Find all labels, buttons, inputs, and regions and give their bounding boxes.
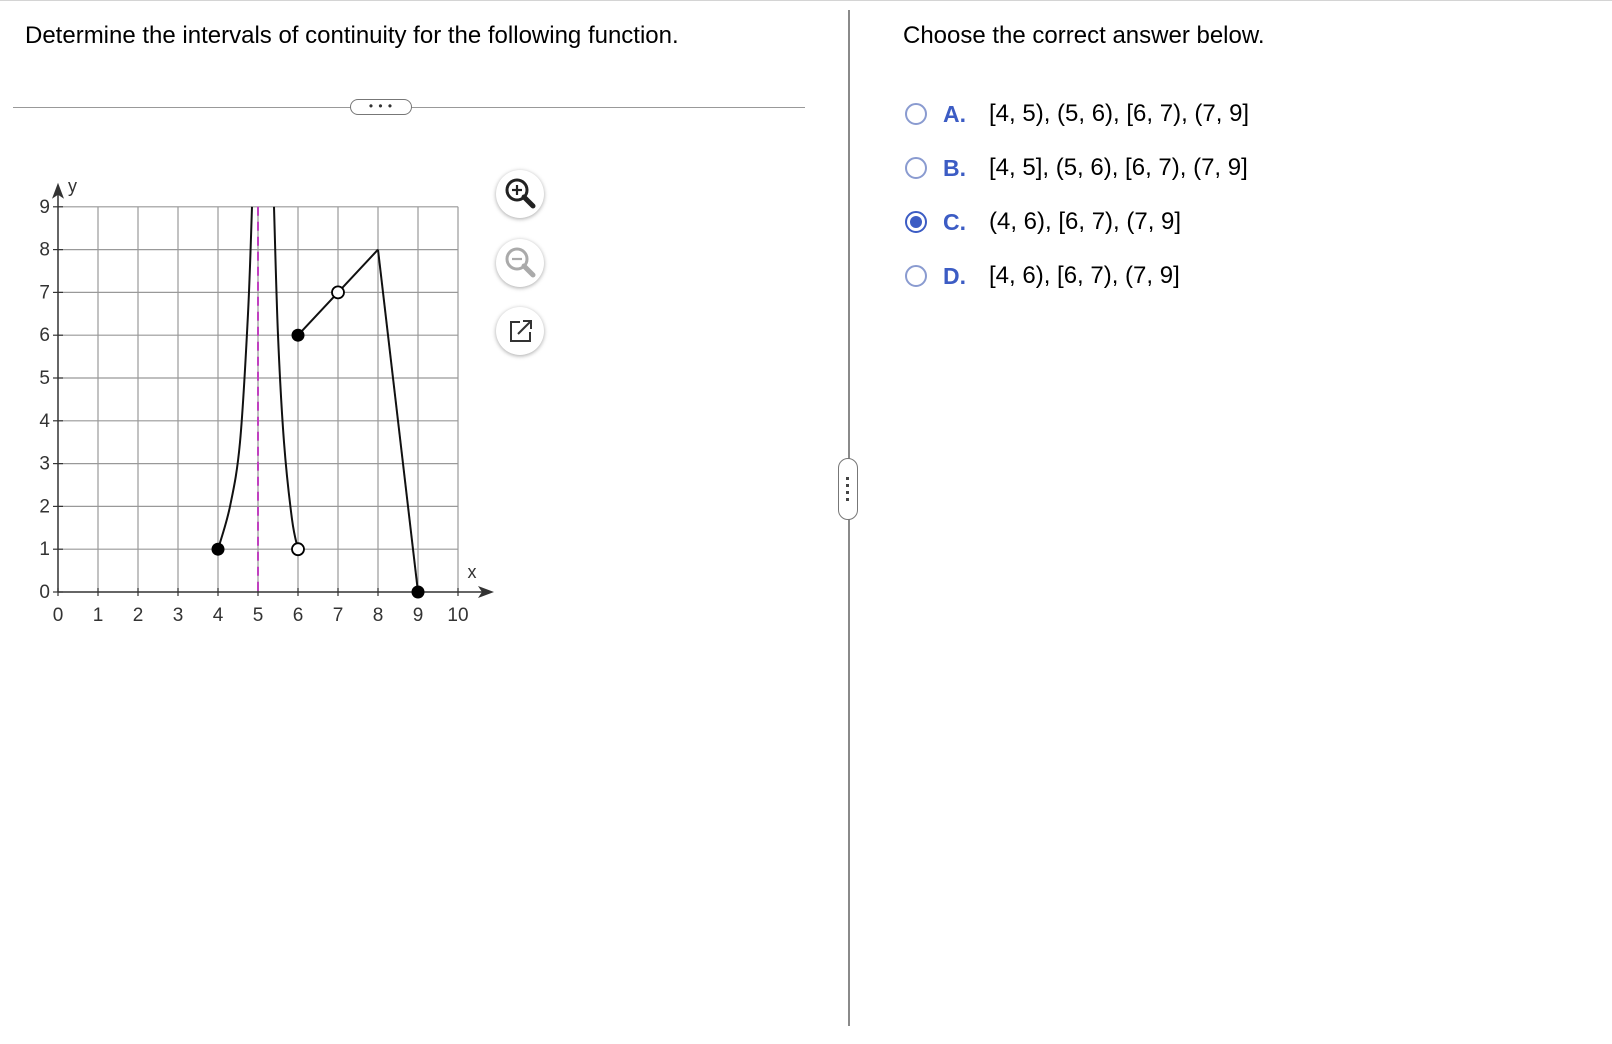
option-d[interactable]: [905, 259, 1180, 293]
popout-button[interactable]: [496, 307, 544, 355]
zoom-in-icon: [496, 170, 544, 218]
option-d-text: [4, 6), [6, 7), (7, 9]: [989, 262, 1180, 289]
x-tick-label: 3: [172, 605, 184, 626]
option-b-letter: B.: [943, 154, 966, 181]
y-axis-label: y: [68, 175, 77, 196]
option-b-text: [4, 5], (5, 6), [6, 7), (7, 9]: [989, 154, 1248, 181]
x-axis-label: x: [467, 562, 477, 582]
option-a-letter: A.: [943, 100, 966, 127]
x-tick-label: 8: [372, 605, 384, 626]
x-tick-label: 6: [292, 605, 304, 626]
x-tick-label: 1: [92, 605, 104, 626]
option-d-radio[interactable]: [905, 265, 927, 287]
x-tick-label: 4: [212, 605, 224, 626]
option-a-text: [4, 5), (5, 6), [6, 7), (7, 9]: [989, 100, 1250, 127]
y-tick-label: 3: [39, 453, 50, 475]
y-tick-label: 8: [39, 239, 50, 261]
x-tick-label: 9: [412, 605, 424, 626]
option-c-text: (4, 6), [6, 7), (7, 9]: [989, 208, 1182, 235]
x-tick-label: 10: [447, 605, 469, 626]
y-tick-label: 1: [39, 539, 50, 561]
more-button[interactable]: • • •: [350, 99, 412, 115]
divider-handle[interactable]: [838, 458, 858, 520]
filled-point: [292, 329, 305, 342]
option-a[interactable]: [905, 97, 1249, 131]
function-graph: [0, 0, 520, 640]
option-a-radio[interactable]: [905, 103, 927, 125]
y-tick-label: 9: [39, 196, 50, 218]
x-tick-label: 0: [52, 605, 64, 626]
open-point: [332, 286, 344, 298]
popout-icon: [496, 307, 544, 355]
y-tick-label: 0: [39, 582, 50, 603]
x-tick-label: 7: [332, 605, 344, 626]
y-tick-label: 2: [39, 496, 50, 518]
option-b[interactable]: [905, 151, 1248, 185]
y-tick-label: 6: [39, 325, 50, 347]
zoom-out-icon: [496, 239, 544, 287]
x-tick-label: 2: [132, 605, 144, 626]
question-text: Determine the intervals of continuity for the following function.: [25, 22, 679, 49]
y-tick-label: 4: [39, 410, 50, 432]
x-tick-label: 5: [252, 605, 264, 626]
open-point: [292, 543, 304, 555]
filled-point: [412, 586, 425, 599]
zoom-out-button[interactable]: [496, 239, 544, 287]
filled-point: [212, 543, 225, 556]
option-c-letter: C.: [943, 208, 966, 235]
y-tick-label: 7: [39, 282, 50, 304]
y-tick-label: 5: [39, 368, 50, 389]
answer-prompt: Choose the correct answer below.: [903, 22, 1265, 49]
option-c-radio[interactable]: [905, 211, 927, 233]
zoom-in-button[interactable]: [496, 170, 544, 218]
option-b-radio[interactable]: [905, 157, 927, 179]
option-c[interactable]: [905, 205, 1181, 239]
option-d-letter: D.: [943, 262, 966, 289]
